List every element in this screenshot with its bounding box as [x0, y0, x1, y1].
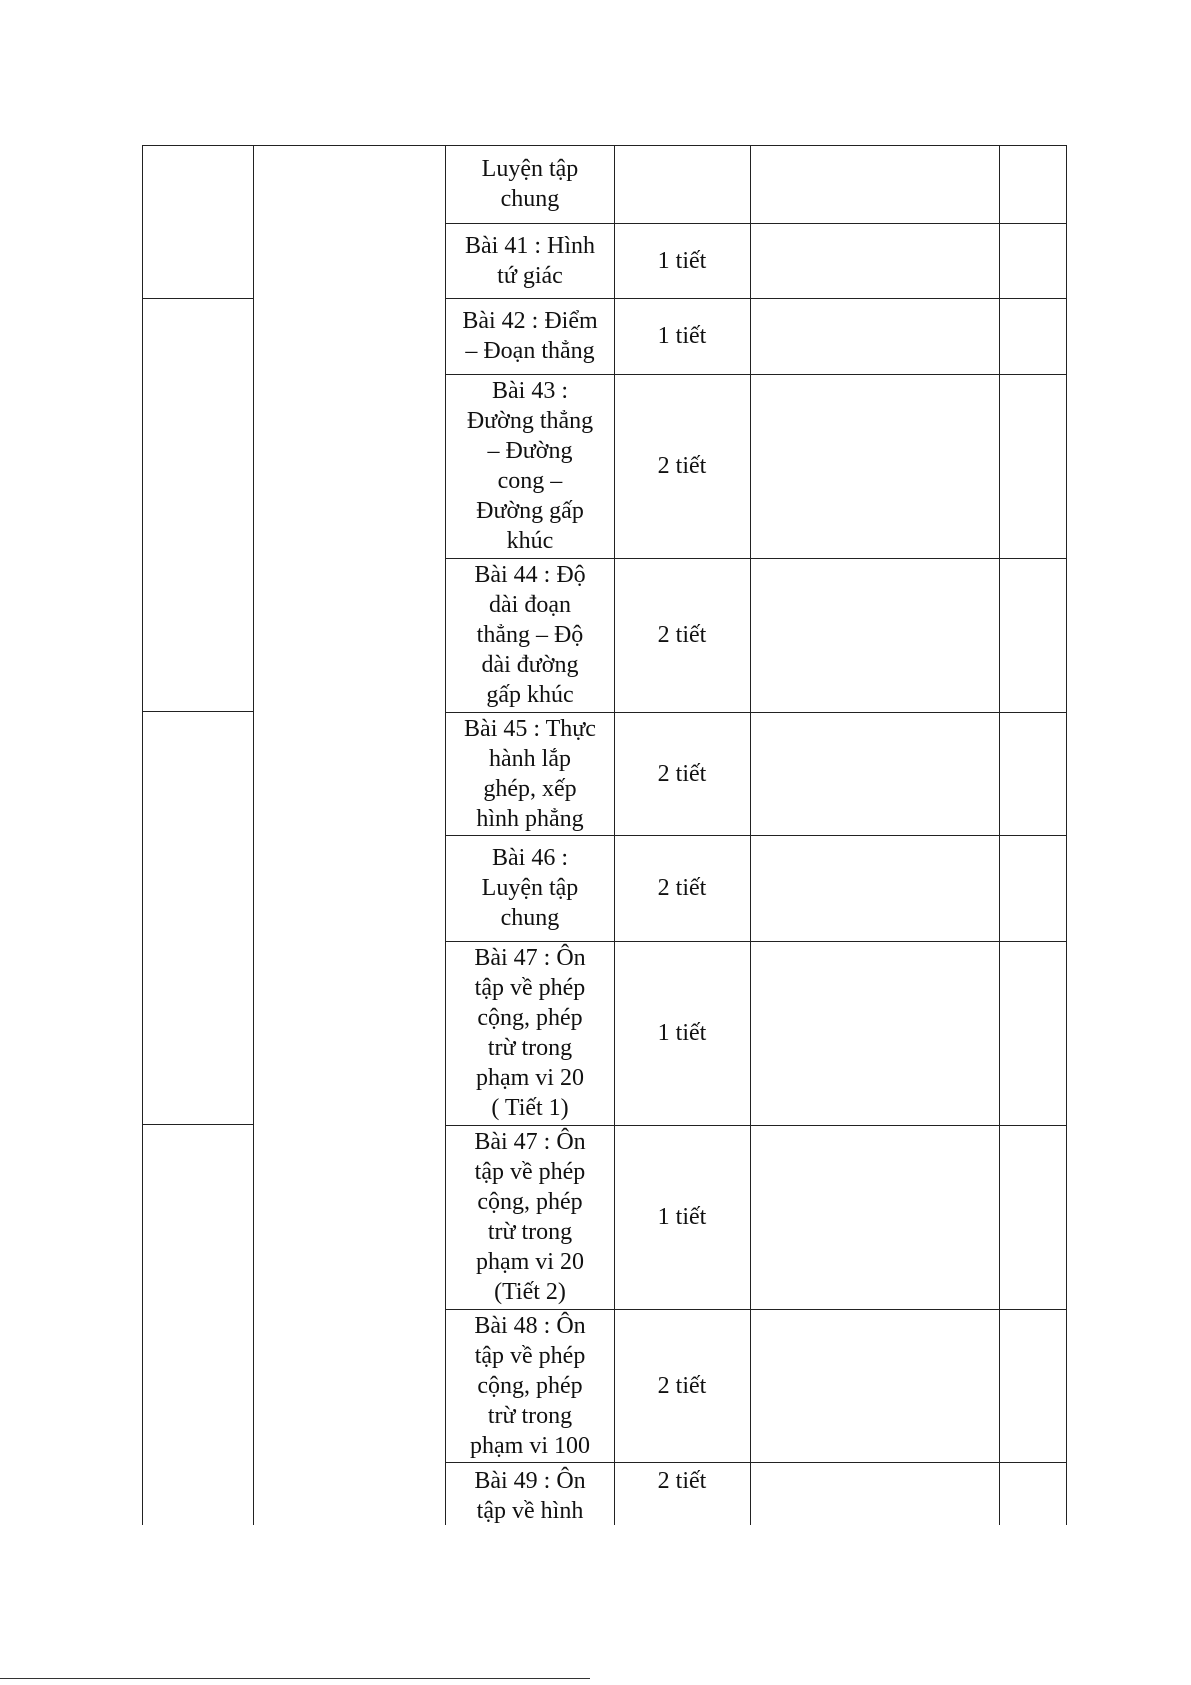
duration-cell [615, 145, 749, 223]
duration-cell: 1 tiết [657, 247, 707, 274]
duration-cell: 2 tiết [657, 622, 707, 648]
duration-cell: 1 tiết [657, 1020, 707, 1046]
lesson-name-cell: Bài 41 : Hình tứ giác [465, 232, 595, 289]
footer-rule [0, 1678, 590, 1679]
lesson-name-cell: Bài 48 : Ôn tập về phép cộng, phép trừ trong phạm vi 100 [470, 1312, 590, 1459]
duration-cell: 2 tiết [657, 453, 707, 479]
lesson-name-cell: Bài 42 : Điểm – Đoạn thẳng [462, 308, 598, 364]
column-divider [1066, 145, 1067, 1525]
column-divider [253, 145, 254, 1525]
lesson-name-cell: Bài 46 : Luyện tập chung [481, 845, 579, 931]
duration-cell: 1 tiết [657, 323, 707, 349]
outer-row-divider [142, 1124, 253, 1125]
lesson-name-cell: Bài 45 : Thực hành lắp ghép, xếp hình phẳng [464, 715, 596, 832]
lesson-name-cell: Bài 43 : Đường thẳng – Đường cong – Đường gấp khúc [466, 378, 594, 554]
duration-cell: 2 tiết [657, 1468, 707, 1494]
duration-cell: 2 tiết [657, 760, 707, 787]
duration-cell: 1 tiết [657, 1204, 707, 1230]
lesson-name-cell: Bài 49 : Ôn tập về hình [474, 1468, 586, 1524]
lesson-name-cell: Bài 47 : Ôn tập về phép cộng, phép trừ trong phạm vi 20 (Tiết 2) [474, 1129, 586, 1305]
column-divider [142, 145, 143, 1525]
lesson-name-cell: Bài 44 : Độ dài đoạn thẳng – Độ dài đường gấp khúc [474, 562, 586, 708]
outer-row-divider [142, 298, 253, 299]
duration-cell: 2 tiết [657, 875, 707, 901]
outer-row-divider [142, 711, 253, 712]
lesson-name-cell: Luyện tập chung [481, 156, 579, 212]
lesson-name-cell: Bài 47 : Ôn tập về phép cộng, phép trừ trong phạm vi 20 ( Tiết 1) [474, 945, 586, 1121]
duration-cell: 2 tiết [657, 1372, 707, 1399]
